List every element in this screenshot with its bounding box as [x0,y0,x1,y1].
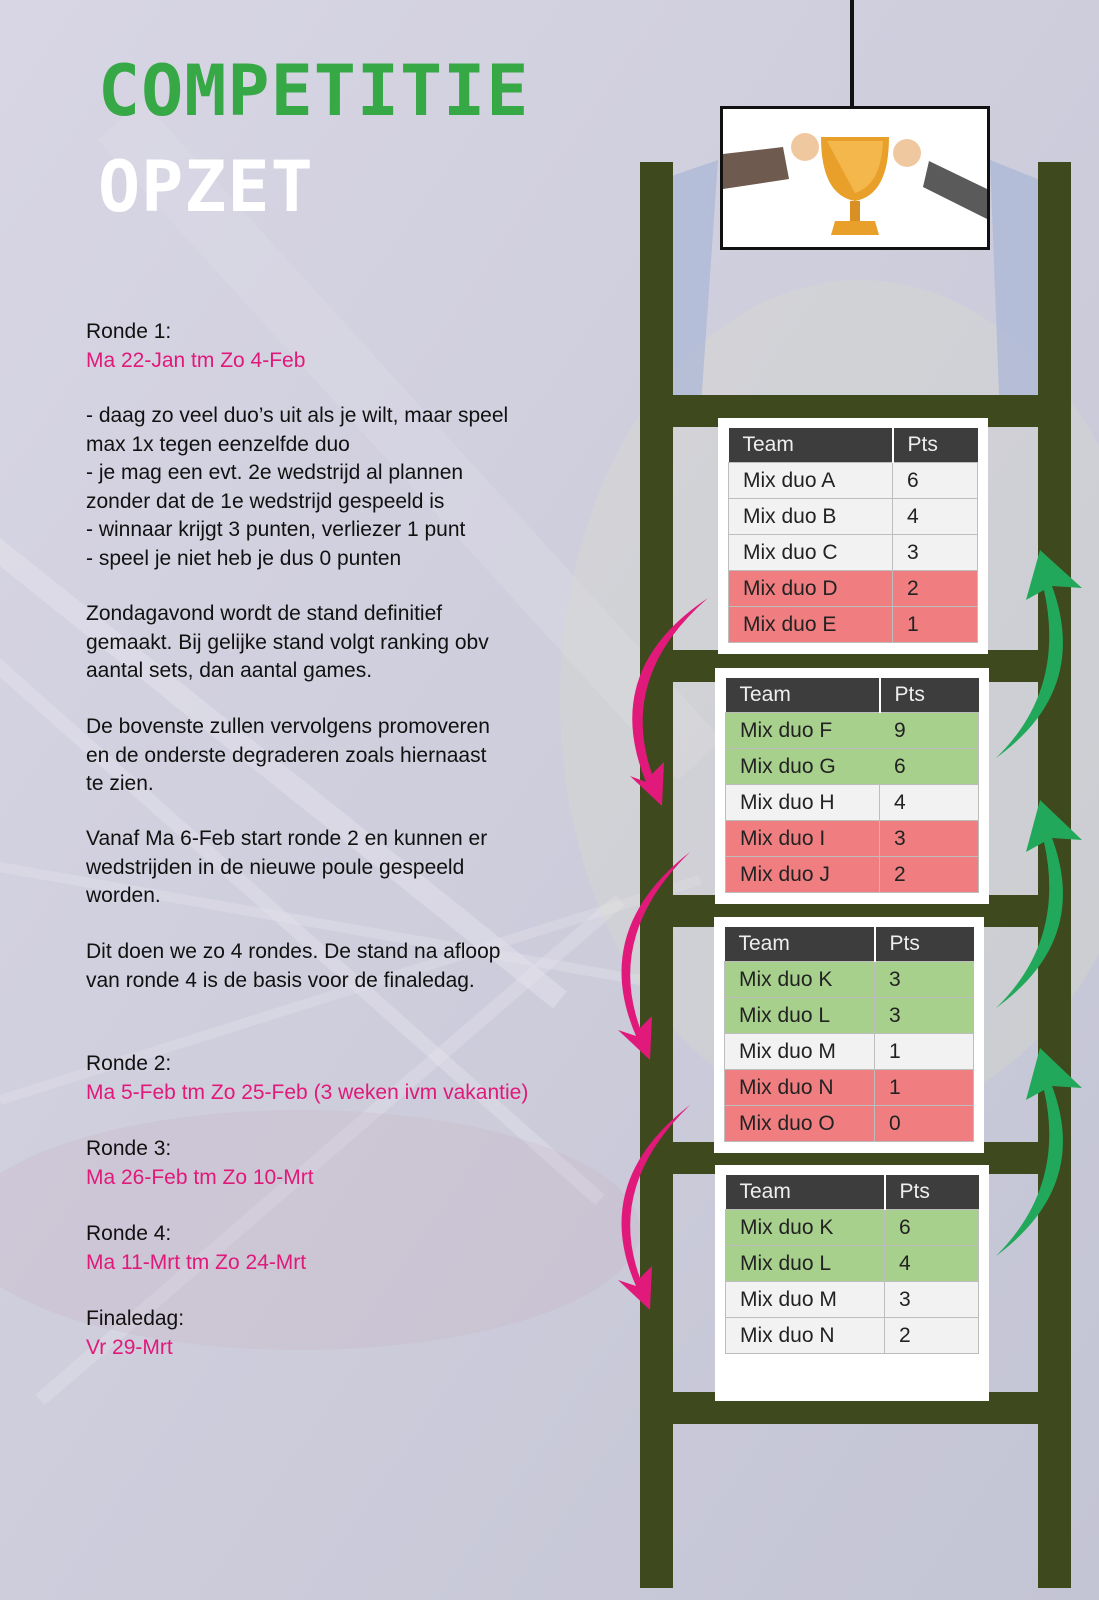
points-cell: 6 [893,463,978,499]
table-header-row [725,927,974,962]
table-row [729,535,978,571]
trophy-icon [723,109,987,247]
table-row [725,998,974,1034]
round-4-label: Ronde 4: [86,1222,172,1245]
points-cell: 0 [875,1106,974,1142]
round-3-label: Ronde 3: [86,1137,172,1160]
column-header-pts: Pts [885,1175,979,1210]
round-3-dates: Ma 26-Feb tm Zo 10-Mrt [86,1165,314,1189]
points-cell: 3 [880,821,979,857]
team-cell: Mix duo G [726,749,880,785]
team-cell: Mix duo K [726,1210,885,1246]
paragraph-line: en de onderste degraderen zoals hiernaast [86,743,487,767]
points-cell: 2 [885,1318,979,1354]
column-header-pts: Pts [875,927,974,962]
round-4-dates: Ma 11-Mrt tm Zo 24-Mrt [86,1250,307,1274]
column-header-team: Team [726,678,880,713]
table-row [725,1070,974,1106]
paragraph-line: De bovenste zullen vervolgens promoveren [86,715,490,738]
paragraph-line: Vanaf Ma 6-Feb start ronde 2 en kunnen er [86,827,488,850]
table-row [726,1318,979,1354]
table-row [729,463,978,499]
team-cell: Mix duo A [729,463,893,499]
table-row [725,1106,974,1142]
points-cell: 4 [885,1246,979,1282]
table-row [726,1210,979,1246]
points-cell: 3 [875,962,974,998]
round-2-dates: Ma 5-Feb tm Zo 25-Feb (3 weken ivm vakantie) [86,1080,529,1104]
column-header-pts: Pts [880,678,979,713]
ladder-shadow [990,160,1040,420]
points-cell: 6 [885,1210,979,1246]
team-cell: Mix duo J [726,857,880,893]
standings-card [718,418,988,654]
points-cell: 6 [880,749,979,785]
table-row [729,571,978,607]
points-cell: 2 [893,571,978,607]
column-header-pts: Pts [893,428,978,463]
page-title: COMPETITIE [98,50,530,132]
table-header-row [726,678,979,713]
points-cell: 9 [880,713,979,749]
points-cell: 2 [880,857,979,893]
final-day-date: Vr 29-Mrt [86,1335,173,1359]
table-row [725,1034,974,1070]
paragraph-line: te zien. [86,772,154,795]
team-cell: Mix duo I [726,821,880,857]
team-cell: Mix duo O [725,1106,875,1142]
table-row [726,785,979,821]
points-cell: 1 [893,607,978,643]
rule-line: zonder dat de 1e wedstrijd gespeeld is [86,489,445,513]
ladder-rail-right [1038,162,1071,1588]
table-row [726,1282,979,1318]
team-cell: Mix duo N [725,1070,875,1106]
round-1-dates: Ma 22-Jan tm Zo 4-Feb [86,348,306,372]
column-header-team: Team [725,927,875,962]
standings-card [715,1165,989,1401]
paragraph-line: aantal sets, dan aantal games. [86,659,373,682]
team-cell: Mix duo C [729,535,893,571]
team-cell: Mix duo M [725,1034,875,1070]
team-cell: Mix duo K [725,962,875,998]
paragraph-line: Dit doen we zo 4 rondes. De stand na afloop [86,940,501,963]
paragraph-line: worden. [86,884,161,907]
ladder-rail-left [640,162,673,1588]
standings-card [715,668,989,904]
paragraph-line: wedstrijden in de nieuwe poule gespeeld [86,855,465,879]
team-cell: Mix duo L [725,998,875,1034]
paragraph-line: gemaakt. Bij gelijke stand volgt ranking obv [86,630,489,654]
points-cell: 4 [893,499,978,535]
paragraph-line: Zondagavond wordt de stand definitief [86,602,443,625]
rule-line: - je mag een evt. 2e wedstrijd al plannen [86,461,464,484]
points-cell: 3 [875,998,974,1034]
round-2-label: Ronde 2: [86,1052,172,1075]
team-cell: Mix duo N [726,1318,885,1354]
rule-line: - winnaar krijgt 3 punten, verliezer 1 punt [86,518,466,541]
table-row [725,962,974,998]
standings-table [725,1175,979,1354]
table-row [729,607,978,643]
team-cell: Mix duo D [729,571,893,607]
team-cell: Mix duo E [729,607,893,643]
trophy-sign [720,106,990,250]
team-cell: Mix duo H [726,785,880,821]
points-cell: 3 [893,535,978,571]
table-row [726,713,979,749]
table-row [726,749,979,785]
team-cell: Mix duo B [729,499,893,535]
final-day-label: Finaledag: [86,1307,185,1330]
points-cell: 1 [875,1034,974,1070]
points-cell: 4 [880,785,979,821]
standings-table [725,678,979,893]
column-header-team: Team [726,1175,885,1210]
rule-line: - speel je niet heb je dus 0 punten [86,546,402,570]
points-cell: 3 [885,1282,979,1318]
paragraph-line: van ronde 4 is de basis voor de finaledag. [86,968,475,992]
standings-card [714,917,984,1153]
table-row [726,857,979,893]
table-row [726,1246,979,1282]
table-row [729,499,978,535]
column-header-team: Team [729,428,893,463]
round-1-label: Ronde 1: [86,320,172,343]
points-cell: 1 [875,1070,974,1106]
team-cell: Mix duo L [726,1246,885,1282]
team-cell: Mix duo M [726,1282,885,1318]
table-header-row [729,428,978,463]
rule-line: max 1x tegen eenzelfde duo [86,432,350,456]
page-subtitle: OPZET [98,146,314,228]
rule-line: - daag zo veel duo’s uit als je wilt, maar speel [86,404,509,427]
standings-table [724,927,974,1142]
table-header-row [726,1175,979,1210]
team-cell: Mix duo F [726,713,880,749]
standings-table [728,428,978,643]
table-row [726,821,979,857]
